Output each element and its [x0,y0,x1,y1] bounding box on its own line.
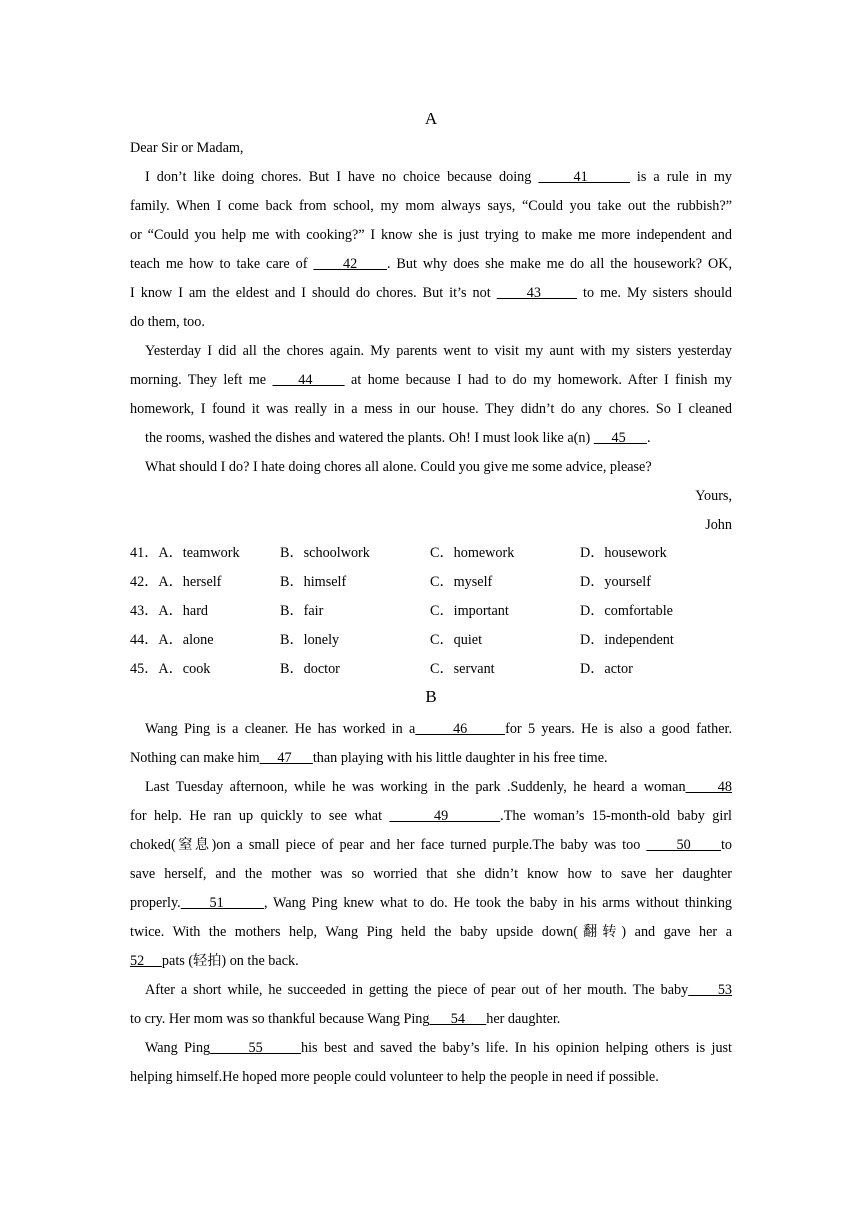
passage-b-line: properly. 51 , Wang Ping knew what to do. He took the baby in his arms without thinking [130,895,733,911]
passage-a-line: I know I am the eldest and I should do chores. But it’s not 43 to me. My sisters should [130,285,733,301]
passage-b-line: save herself, and the mother was so worried that she didn’t know how to save her daughter [130,866,732,882]
option-choice: D．yourself [580,574,651,590]
passage-b-line: helping himself.He hoped more people could volunteer to help the people in need if possible. [130,1069,659,1085]
option-choice: 43．A．hard [130,603,209,619]
answer-blank: 43 [496,285,578,301]
passage-b-line: twice. With the mothers help, Wang Ping held the baby upside down(翻转) and gave her a [130,924,732,940]
passage-b-line: Wang Ping 55 his best and saved the baby’s life. In his opinion helping others is just [145,1040,733,1056]
answer-blank: 49 [389,808,501,824]
option-choice: B．himself [280,574,347,590]
passage-a-line: Yours, [695,488,732,504]
option-choice: C．homework [430,545,515,561]
passage-a-line: do them, too. [130,314,205,330]
passage-a-line: What should I do? I hate doing chores all alone. Could you give me some advice, please? [145,459,652,475]
answer-blank: 44 [272,372,345,388]
answer-blank: 41 [538,169,630,185]
passage-a-line: the rooms, washed the dishes and watered the plants. Oh! I must look like a(n) 45 . [145,430,651,446]
passage-b-line: After a short while, he succeeded in getting the piece of pear out of her mouth. The baby 53 [145,982,732,998]
answer-blank: 45 [593,430,647,446]
option-choice: C．myself [430,574,493,590]
option-choice: 41．A．teamwork [130,545,240,561]
passage-a-line: I don’t like doing chores. But I have no choice because doing 41 is a rule in my [145,169,733,185]
option-choice: D．independent [580,632,674,648]
option-choice: 42．A．herself [130,574,222,590]
passage-b-line: to cry. Her mom was so thankful because Wang Ping 54 her daughter. [130,1011,561,1027]
option-choice: B．doctor [280,661,340,677]
passage-a-line: family. When I come back from school, my mom always says, “Could you take out the rubbish?” [130,198,732,214]
answer-blank: 47 [259,750,313,766]
passage-a-line: or “Could you help me with cooking?” I know she is just trying to make me more independent and [130,227,732,243]
option-choice: B．fair [280,603,324,619]
answer-blank: 54 [429,1011,487,1027]
answer-blank: 52 [130,953,162,969]
option-choice: D．actor [580,661,633,677]
option-choice: B．lonely [280,632,340,648]
passage-b-line: Last Tuesday afternoon, while he was working in the park .Suddenly, he heard a woman 48 [145,779,732,795]
passage-b-line: 52 pats (轻拍) on the back. [130,953,299,969]
answer-blank: 53 [688,982,732,998]
option-choice: 45．A．cook [130,661,211,677]
section-a-heading: A [424,109,438,128]
passage-b-line: Wang Ping is a cleaner. He has worked in a 46 for 5 years. He is also a good father. [145,721,732,737]
passage-a-line: teach me how to take care of 42 . But why does she make me do all the housework? OK, [130,256,733,272]
answer-blank: 51 [180,895,264,911]
section-b-heading: B [425,687,437,706]
passage-b-line: choked(窒息)on a small piece of pear and her face turned purple.The baby was too 50 to [130,837,733,853]
answer-blank: 46 [415,721,506,737]
passage-a-line: homework, I found it was really in a mess in our house. They didn’t do any chores. So I cleaned [130,401,732,417]
passage-a-line: morning. They left me 44 at home because I had to do my homework. After I finish my [130,372,732,388]
option-choice: D．housework [580,545,667,561]
option-choice: C．quiet [430,632,483,648]
option-choice: B．schoolwork [280,545,370,561]
answer-blank: 55 [210,1040,302,1056]
passage-a-line: Dear Sir or Madam, [130,140,244,156]
option-choice: 44．A．alone [130,632,214,648]
option-choice: C．servant [430,661,495,677]
passage-a-line: John [705,517,732,533]
answer-blank: 48 [685,779,732,795]
option-choice: C．important [430,603,509,619]
answer-blank: 50 [646,837,721,853]
option-choice: D．comfortable [580,603,673,619]
answer-blank: 42 [313,256,387,272]
passage-a-line: Yesterday I did all the chores again. My parents went to visit my aunt with my sisters yesterday [145,343,732,359]
passage-b-line: for help. He ran up quickly to see what 49 .The woman’s 15-month-old baby girl [130,808,733,824]
passage-b-line: Nothing can make him 47 than playing with his little daughter in his free time. [130,750,608,766]
